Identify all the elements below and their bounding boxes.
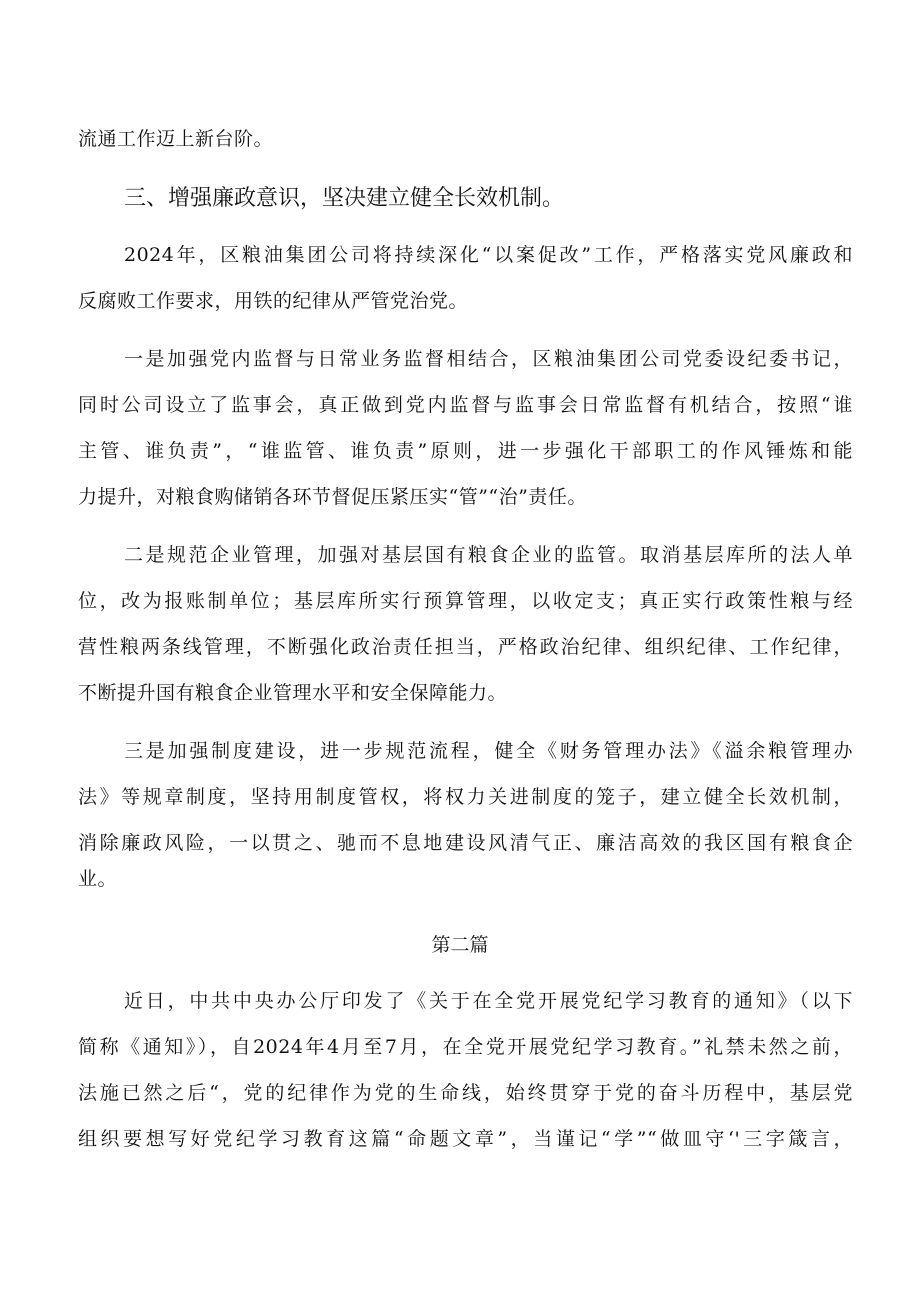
paragraph-line: 主管、谁负责”，“谁监管、谁负责”原则，进一步强化干部职工的作风锤炼和能 [78, 440, 853, 462]
paragraph-line: 二是规范企业管理，加强对基层国有粮食企业的监管。取消基层库所的法人单 [124, 544, 853, 566]
paragraph-line: 三是加强制度建设，进一步规范流程，健全《财务管理办法》《溢余粮管理办 [124, 740, 853, 762]
paragraph-line: 2024年，区粮油集团公司将持续深化“以案促改”工作，严格落实党风廉政和 [124, 244, 853, 266]
paragraph-line: 反腐败工作要求，用铁的纪律从严管党治党。 [78, 290, 469, 312]
paragraph-line: 营性粮两条线管理，不断强化政治责任担当，严格政治纪律、组织纪律、工作纪律， [78, 636, 853, 658]
paragraph-line: 同时公司设立了监事会，真正做到党内监督与监事会日常监督有机结合，按照“谁 [78, 394, 853, 416]
paragraph-line: 法施已然之后“，党的纪律作为党的生命线，始终贯穿于党的奋斗历程中，基层党 [78, 1082, 853, 1104]
paragraph-line: 近日，中共中央办公厅印发了《关于在全党开展党纪学习教育的通知》（以下 [124, 990, 853, 1012]
continuation-line: 流通工作迈上新台阶。 [78, 128, 274, 150]
paragraph-line: 力提升，对粮食购储销各环节督促压紧压实“管”“治”责任。 [78, 486, 587, 508]
part-title: 第二篇 [431, 934, 489, 956]
paragraph-line: 组织要想写好党纪学习教育这篇“命题文章”，当谨记“学”“做皿守‘'三字箴言， [78, 1128, 853, 1150]
section-heading: 三、增强廉政意识，坚决建立健全长效机制。 [124, 186, 565, 211]
paragraph-line: 位，改为报账制单位；基层库所实行预算管理，以收定支；真正实行政策性粮与经 [78, 590, 853, 612]
paragraph-line: 法》等规章制度，坚持用制度管权，将权力关进制度的笼子，建立健全长效机制， [78, 786, 853, 808]
paragraph-line: 简称《通知》），自2024年4月至7月，在全党开展党纪学习教育。”礼禁未然之前， [78, 1036, 853, 1058]
paragraph-line: 不断提升国有粮食企业管理水平和安全保障能力。 [78, 682, 508, 704]
paragraph-line: 业。 [78, 868, 118, 890]
paragraph-line: 消除廉政风险，一以贯之、驰而不息地建设风清气正、廉洁高效的我区国有粮食企 [78, 832, 853, 854]
paragraph-line: 一是加强党内监督与日常业务监督相结合，区粮油集团公司党委设纪委书记， [124, 348, 853, 370]
